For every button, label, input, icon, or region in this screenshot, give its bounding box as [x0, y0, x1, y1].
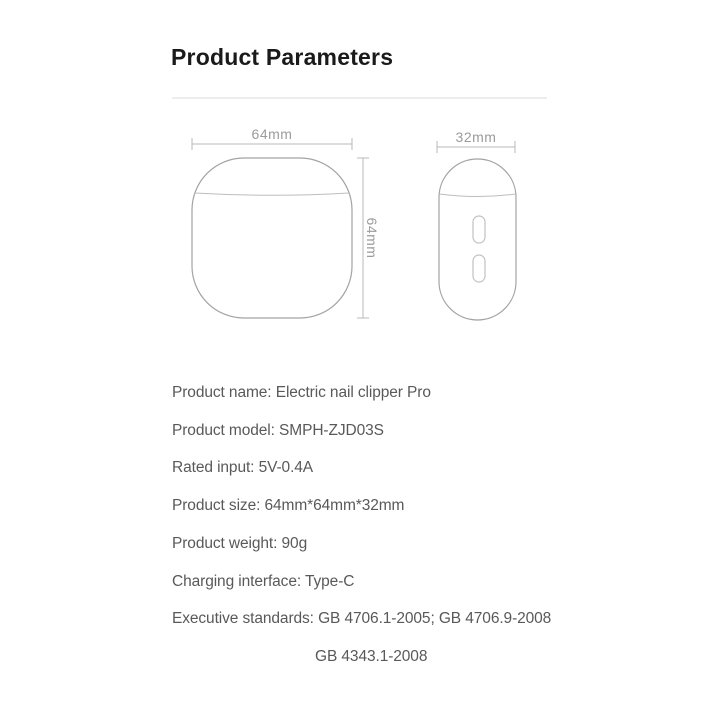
spec-rated-input: Rated input: 5V-0.4A [172, 459, 314, 477]
page-title: Product Parameters [171, 44, 394, 70]
spec-charging-interface: Charging interface: Type-C [172, 572, 355, 590]
spec-product-size: Product size: 64mm*64mm*32mm [172, 497, 405, 515]
side-width-label: 32mm [455, 129, 497, 145]
side-view-button-slot-bottom [473, 255, 485, 282]
spec-executive-standards: Executive standards: GB 4706.1-2005; GB 4706.9-2008 [172, 610, 552, 628]
side-view-lid-line [439, 194, 515, 197]
side-view-body [439, 159, 516, 320]
front-height-label: 64mm [364, 217, 380, 259]
title-divider [172, 97, 547, 99]
spec-product-model: Product model: SMPH-ZJD03S [172, 421, 384, 439]
dimension-diagram [160, 110, 580, 340]
side-view-button-slot-top [473, 216, 485, 243]
spec-product-weight: Product weight: 90g [172, 534, 308, 552]
spec-product-name: Product name: Electric nail clipper Pro [172, 384, 431, 401]
spec-list [172, 374, 572, 676]
spec-executive-standards-continued: GB 4343.1-2008 [315, 647, 428, 665]
front-view-lid-line [195, 193, 349, 195]
front-view-body [192, 158, 352, 318]
front-width-label: 64mm [251, 126, 293, 142]
